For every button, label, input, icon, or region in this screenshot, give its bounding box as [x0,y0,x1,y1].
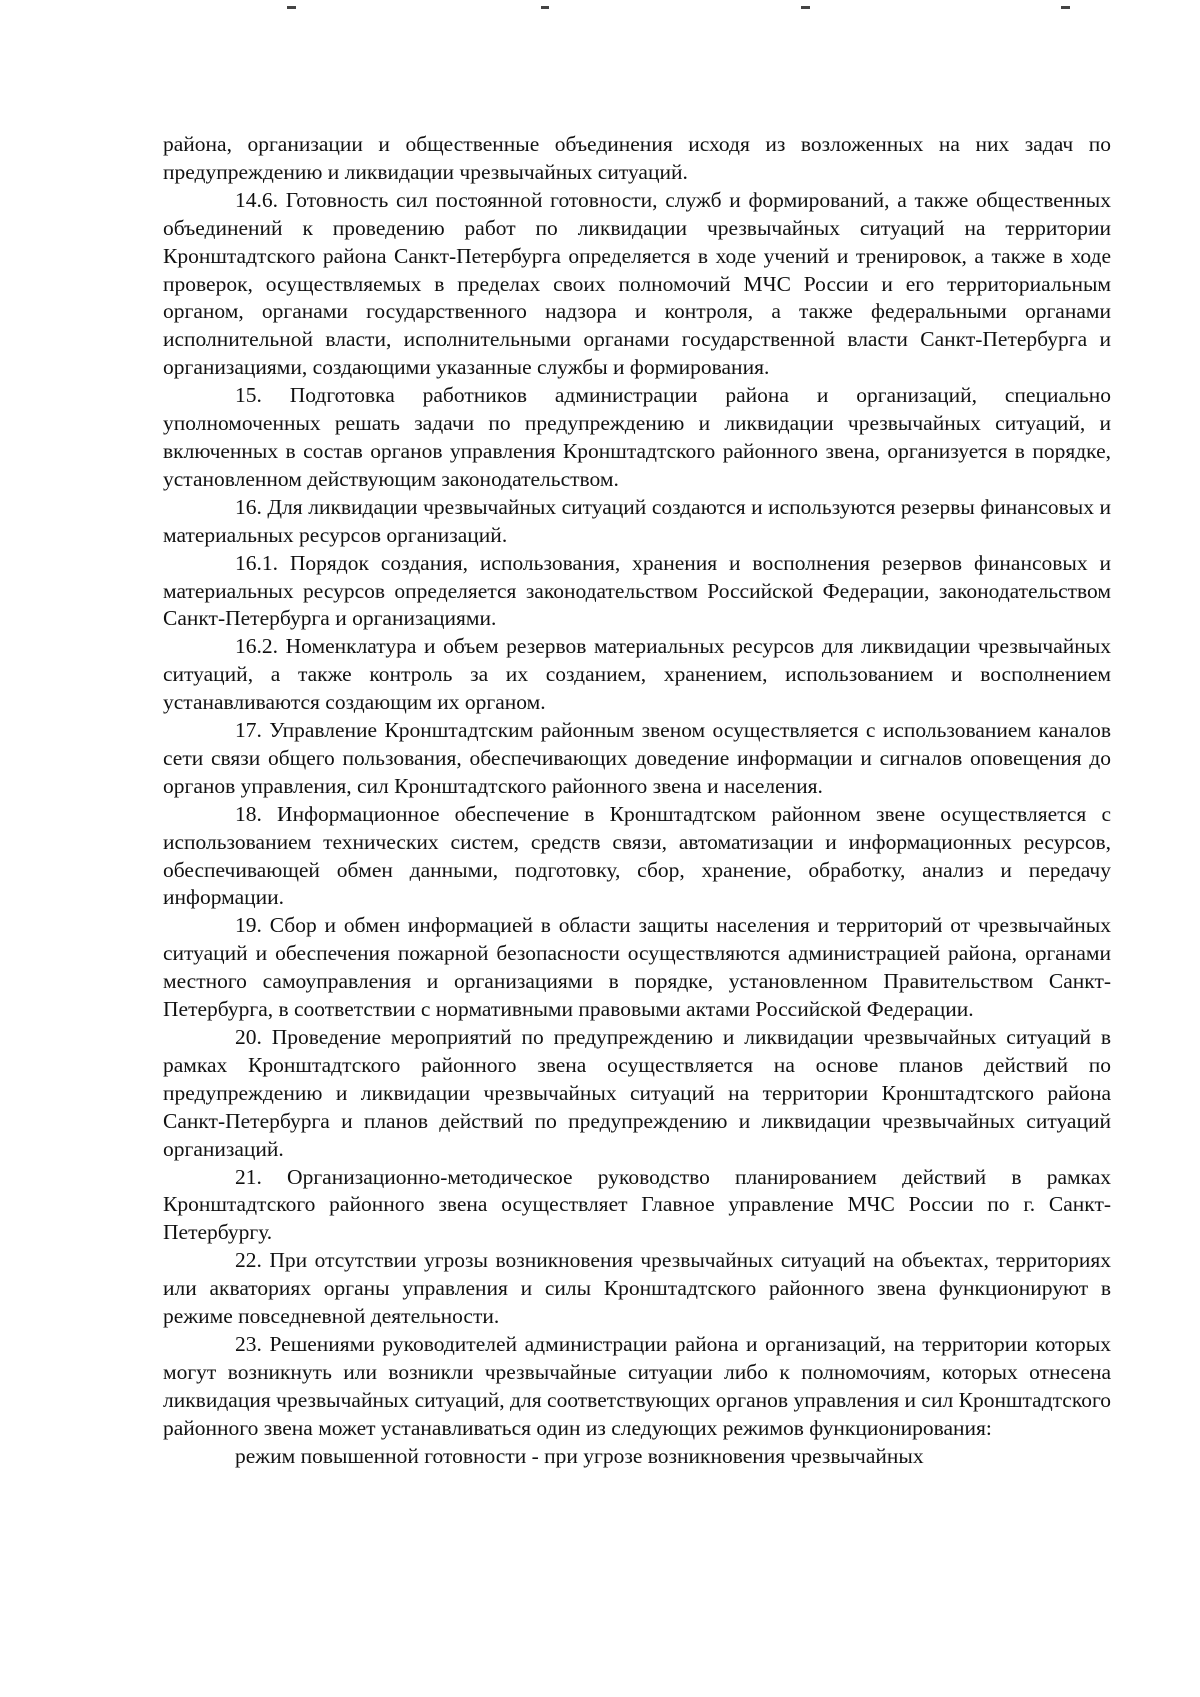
paragraph-22: 22. При отсутствии угрозы возникновения чрезвычайных ситуаций на объектах, территориях или акваториях органы управления и силы Кронштадтского районного звена функционируют в режиме повседневной деятельности. [163,1248,1111,1329]
paragraph-18: 18. Информационное обеспечение в Кронштадтском районном звене осуществляется с использованием технических систем, средств связи, автоматизации и информационных ресурсов, обеспечивающей обмен данными, подготовку, сбор, хранение, обработку, анализ и передачу информации. [163,801,1111,910]
paragraph-16-1: 16.1. Порядок создания, использования, хранения и восполнения резервов финансовых и материальных ресурсов определяется законодательством Российской Федерации, законодательством Санкт-Петербурга и организациями. [163,550,1111,631]
paragraph-16: 16. Для ликвидации чрезвычайных ситуаций создаются и используются резервы финансовых и материальных ресурсов организаций. [163,494,1111,547]
paragraph-regime-high-readiness: режим повышенной готовности - при угрозе возникновения чрезвычайных [235,1443,924,1468]
paragraph-21: 21. Организационно-методическое руководство планированием действий в рамках Кронштадтского районного звена осуществляет Главное управление МЧС России по г. Санкт-Петербургу. [163,1164,1111,1245]
scan-artifact [287,6,296,9]
paragraph-14-6: 14.6. Готовность сил постоянной готовности, служб и формирований, а также общественных объединений к проведению работ по ликвидации чрезвычайных ситуаций на территории Кронштадтского района Санкт-Петербурга определяется в ходе учений и тренировок, а также в ходе проверок, осуществляемых в пределах своих полномочий МЧС России и его территориальным органом, органами государственного надзора и контроля, а также федеральными органами исполнительной власти, исполнительными органами государственной власти Санкт-Петербурга и организациями, создающими указанные службы и формирования. [163,187,1111,380]
paragraph-19: 19. Сбор и обмен информацией в области защиты населения и территорий от чрезвычайных ситуаций и обеспечения пожарной безопасности осуществляются администрацией района, органами местного самоуправления и организациями в порядке, установленном Правительством Санкт-Петербурга, в соответствии с нормативными правовыми актами Российской Федерации. [163,913,1111,1022]
document-body [163,131,1111,1471]
paragraph-17: 17. Управление Кронштадтским районным звеном осуществляется с использованием каналов сети связи общего пользования, обеспечивающих доведение информации и сигналов оповещения до органов управления, сил Кронштадтского районного звена и населения. [163,718,1111,798]
scan-artifact [1061,6,1070,9]
scan-artifact [801,6,810,9]
paragraph-15: 15. Подготовка работников администрации района и организаций, специально уполномоченных решать задачи по предупреждению и ликвидации чрезвычайных ситуаций, и включенных в состав органов управления Кронштадтского районного звена, организуется в порядке, установленном действующим законодательством. [163,383,1111,491]
paragraph-16-2: 16.2. Номенклатура и объем резервов материальных ресурсов для ликвидации чрезвычайных ситуаций, а также контроль за их созданием, хранением, использованием и восполнением устанавливаются создающим их органом. [163,634,1111,715]
scan-artifact [541,6,549,9]
paragraph-continuation: района, организации и общественные объединения исходя из возложенных на них задач по предупреждению и ликвидации чрезвычайных ситуаций. [163,132,1111,184]
paragraph-23: 23. Решениями руководителей администрации района и организаций, на территории которых могут возникнуть или возникли чрезвычайные ситуации либо к полномочиям, которых отнесена ликвидация чрезвычайных ситуаций, для соответствующих органов управления и сил Кронштадтского районного звена может устанавливаться один из следующих режимов функционирования: [163,1331,1111,1440]
paragraph-20: 20. Проведение мероприятий по предупреждению и ликвидации чрезвычайных ситуаций в рамках Кронштадтского районного звена осуществляется на основе планов действий по предупреждению и ликвидации чрезвычайных ситуаций на территории Кронштадтского района Санкт-Петербурга и планов действий по предупреждению и ликвидации чрезвычайных ситуаций организаций. [163,1025,1111,1161]
